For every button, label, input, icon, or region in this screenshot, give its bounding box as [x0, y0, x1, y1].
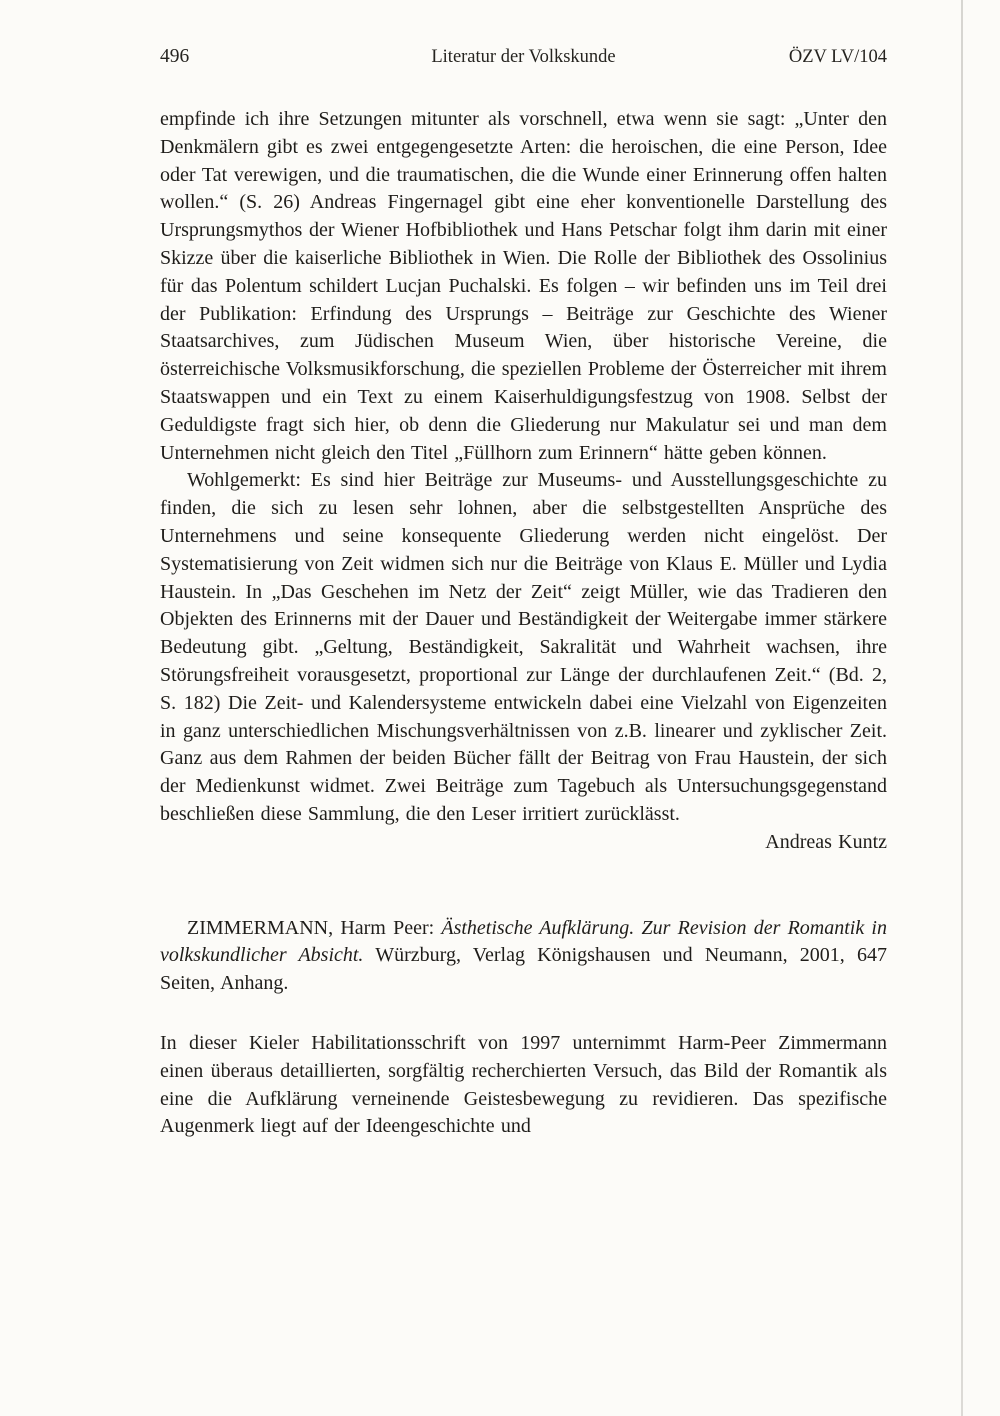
- page-body: [160, 106, 887, 1141]
- reviewer-signature: Andreas Kuntz: [765, 830, 887, 853]
- review-paragraph: Wohlgemerkt: Es sind hier Beiträge zur Museums- und Ausstellungsgeschichte zu finden, die sich zu lesen sehr lohnen, aber die selbstgestellten Ansprüche des Unternehmens und seine konsequente Gliederung werden nicht eingelöst. Der Systematisierung von Zeit widmen sich nur die Beiträge von Klaus E. Müller und Lydia Haustein. In „Das Geschehen im Netz der Zeit“ zeigt Müller, wie das Tradieren den Objekten des Erinnerns mit der Dauer und Beständigkeit der Weitergabe immer stärkere Bedeutung gibt. „Geltung, Beständigkeit, Sakralität und Wahrheit wachsen, ihre Störungsfreiheit vorausgesetzt, proportional zur Länge der durchlaufenen Zeit.“ (Bd. 2, S. 182) Die Zeit- und Kalendersysteme entwickeln dabei eine Vielzahl von Eigenzeiten in ganz unterschiedlichen Mischungsverhältnissen von z.B. linearer und zyklischer Zeit. Ganz aus dem Rahmen der beiden Bücher fällt der Beitrag von Frau Haustein, der sich der Medienkunst widmet. Zwei Beiträge zum Tagebuch als Untersuchungsgegenstand beschließen diese Sammlung, die den Leser irritiert zurücklässt.: [160, 469, 887, 825]
- review-paragraph: In dieser Kieler Habilitationsschrift von 1997 unternimmt Harm-Peer Zimmermann einen überaus detaillierten, sorgfältig recherchierten Versuch, das Bild der Romantik als eine die Aufklärung verneinende Geistesbewegung zu revidieren. Das spezifische Augenmerk liegt auf der Ideengeschichte und: [160, 1031, 887, 1138]
- running-title: Literatur der Volkskunde: [431, 47, 616, 67]
- scan-edge-line: [961, 0, 963, 1416]
- journal-issue: ÖZV LV/104: [788, 47, 887, 67]
- review-paragraph-continuation: empfinde ich ihre Setzungen mitunter als vorschnell, etwa wenn sie sagt: „Unter den Denkmälern gibt es zwei entgegengesetzte Arten: die heroischen, die eine Person, Idee oder Tat verewigen, und die traumatischen, die die Wunde einer Erinnerung offen halten wollen.“ (S. 26) Andreas Fingernagel gibt eine eher konventionelle Darstellung des Ursprungsmythos der Wiener Hofbibliothek und Hans Petschar folgt ihm darin mit einer Skizze über die kaiserliche Bibliothek in Wien. Die Rolle der Bibliothek des Ossolinius für das Polentum schildert Lucjan Puchalski. Es folgen – wir befinden uns im Teil drei der Publikation: Erfindung des Ursprungs – Beiträge zur Geschichte des Wiener Staatsarchives, zum Jüdischen Museum Wien, über historische Vereine, die österreichische Volksmusikforschung, die speziellen Probleme der Österreicher mit ihrem Staatswappen und ein Text zu einem Kaiserhuldigungsfestzug von 1908. Selbst der Geduldigste fragt sich hier, ob denn die Gliederung nur Makulatur sei und man dem Unternehmen nicht gleich den Titel „Füllhorn zum Erinnern“ hätte geben können.: [160, 108, 887, 464]
- book-citation: [160, 915, 887, 998]
- citation-title: Ästhetische Aufklärung. Zur Revision der Romantik in volkskundlicher Absicht.: [160, 916, 887, 967]
- page-number: 496: [160, 46, 190, 67]
- page-header: [160, 46, 887, 68]
- citation-author: ZIMMERMANN, Harm Peer:: [187, 916, 442, 939]
- citation-publisher: Würzburg, Verlag Königshausen und Neumann, 2001, 647 Seiten, Anhang.: [160, 944, 887, 995]
